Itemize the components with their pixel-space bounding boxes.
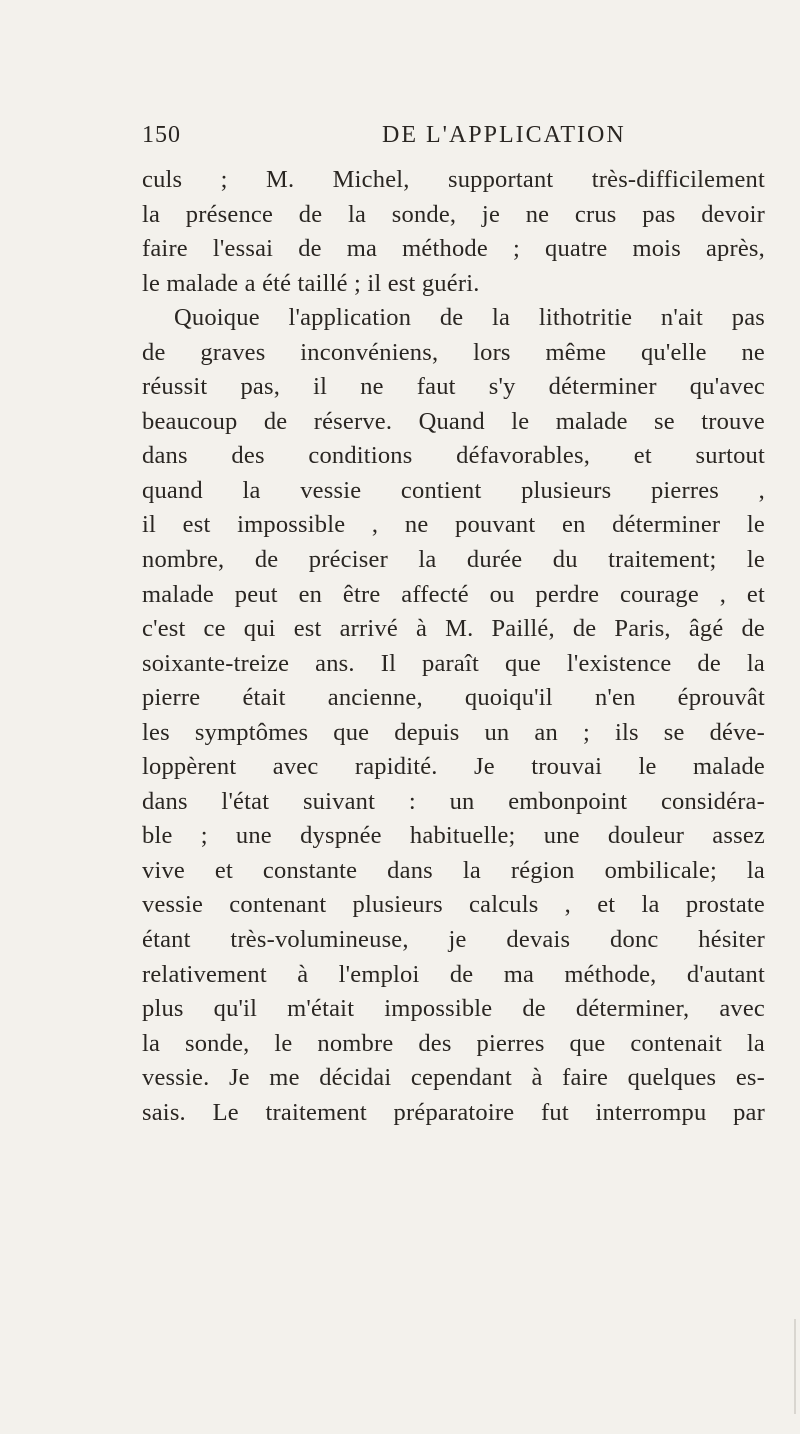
body-text [142, 163, 765, 1130]
text-line: c'est ce qui est arrivé à M. Paillé, de Paris, âgé de [142, 615, 765, 643]
text-line: quand la vessie contient plusieurs pierres , [142, 476, 765, 504]
text-line: vive et constante dans la région ombilicale; la [142, 856, 765, 884]
running-header [142, 122, 762, 154]
text-line: beaucoup de réserve. Quand le malade se trouve [142, 407, 765, 435]
text-line: le malade a été taillé ; il est guéri. [142, 269, 480, 297]
text-line: culs ; M. Michel, supportant très-difficilement [142, 166, 765, 193]
text-line: loppèrent avec rapidité. Je trouvai le malade [142, 753, 765, 781]
text-line: pierre était ancienne, quoiqu'il n'en éprouvât [142, 684, 765, 712]
text-line: les symptômes que depuis un an ; ils se déve- [142, 718, 765, 746]
text-line: ble ; une dyspnée habituelle; une douleur assez [142, 822, 765, 850]
text-line: soixante-treize ans. Il paraît que l'existence de la [142, 649, 765, 677]
text-line: plus qu'il m'était impossible de déterminer, avec [142, 995, 765, 1023]
text-line: vessie. Je me décidai cependant à faire quelques es- [142, 1064, 765, 1092]
text-line: de graves inconvéniens, lors même qu'elle ne [142, 338, 765, 366]
text-line: sais. Le traitement préparatoire fut interrompu par [142, 1098, 765, 1126]
text-line: malade peut en être affecté ou perdre courage , et [142, 580, 765, 608]
text-line: il est impossible , ne pouvant en déterminer le [142, 511, 765, 539]
text-line: faire l'essai de ma méthode ; quatre mois après, [142, 235, 765, 263]
running-title: DE L'APPLICATION [382, 122, 626, 148]
text-line: réussit pas, il ne faut s'y déterminer qu'avec [142, 373, 765, 401]
text-line: relativement à l'emploi de ma méthode, d'autant [142, 960, 765, 988]
text-line: Quoique l'application de la lithotritie n'ait pas [174, 304, 765, 332]
text-line: la présence de la sonde, je ne crus pas devoir [142, 200, 765, 228]
page-edge-shadow [794, 1319, 796, 1414]
text-line: étant très-volumineuse, je devais donc hésiter [142, 926, 765, 954]
text-line: dans des conditions défavorables, et surtout [142, 442, 765, 470]
text-line: vessie contenant plusieurs calculs , et la prostate [142, 891, 765, 919]
text-line: dans l'état suivant : un embonpoint considéra- [142, 787, 765, 815]
page-number: 150 [142, 122, 181, 148]
text-line: la sonde, le nombre des pierres que contenait la [142, 1029, 765, 1057]
text-line: nombre, de préciser la durée du traitement; le [142, 546, 765, 574]
